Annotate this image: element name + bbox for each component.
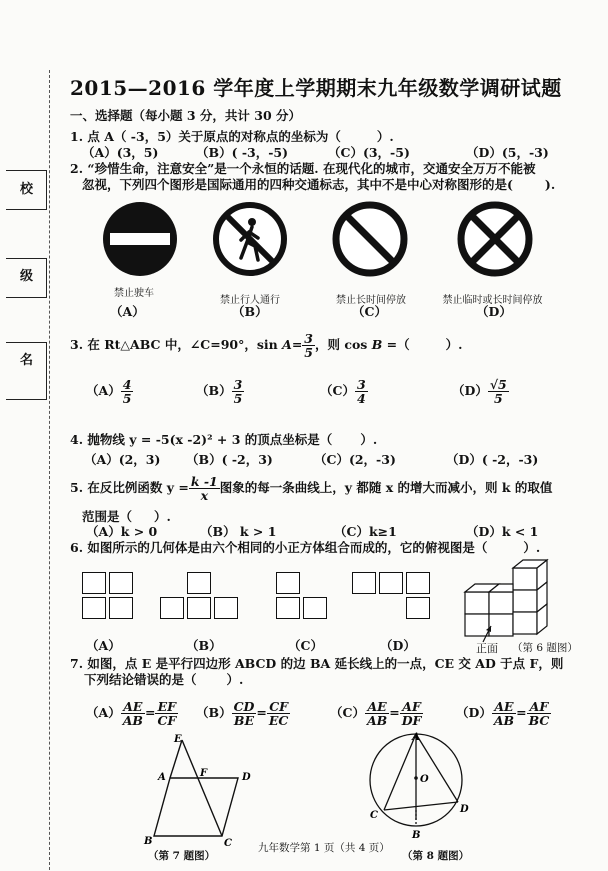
fig7-label-b: B [144,836,153,847]
q5-line2: 范围是（ ）. [82,509,171,524]
q1-option-c: （C）(3，-5) [328,145,410,160]
fig7-label-f: F [200,768,208,779]
q2-line1: 2. “珍惜生命，注意安全”是一个永恒的话题. 在现代化的城市，交通安全万万不能被 [70,161,536,176]
q1-option-a: （A）(3，5) [82,145,159,160]
q6-label-a: （A） [86,638,121,653]
sign-d-caption: 禁止临时或长时间停放 [442,295,543,306]
q5-option-c: （C）k≥1 [334,524,397,539]
page-title: 2015—2016 学年度上学期期末九年级数学调研试题 [70,76,562,100]
q5-option-a: （A）k > 0 [86,524,158,539]
sign-b-label: （B） [232,304,268,319]
q3-option-b: （B） $\frac{3}{5}$ [196,377,243,406]
fig7-label-d: D [242,772,251,783]
q6-label-d: （D） [380,638,416,653]
q1-option-b: （B）( -3，-5) [196,145,289,160]
q6-label-b: （B） [186,638,222,653]
q4-option-c: （C）(2，-3) [314,452,396,467]
school-label: 校 [20,182,34,197]
q7-line2: 下列结论错误的是（ ）. [84,672,244,687]
sign-a-caption: 禁止驶车 [114,288,154,299]
q1-option-d: （D）(5，-3) [466,145,549,160]
q5-stem: 5. 在反比例函数 y = $\frac{k -1}{x}$ 图象的每一条曲线上，y 都随 x 的增大而减小，则 k 的取值 [70,474,553,503]
q6-figure-caption: （第 6 题图） [512,642,578,654]
fig8-label-o: O [420,774,429,785]
q6-solid-figure [455,556,565,646]
q7-line1: 7. 如图，点 E 是平行四边形 ABCD 的边 BA 延长线上的一点，CE 交 AD 于点 F，则 [70,656,564,671]
fig7-label-c: C [224,838,232,848]
fig8-label-a: A [412,732,420,743]
q5-option-b: （B） k > 1 [200,524,277,539]
q7-option-a: （A） $\frac{AE}{AB}$ = $\frac{EF}{CF}$ [86,699,177,728]
no-long-parking-sign-icon [331,200,409,278]
no-pedestrian-sign-icon [211,200,289,278]
section-heading: 一、选择题（每小题 3 分，共计 30 分） [70,108,302,123]
q2-line2: 忽视，下列四个图形是国际通用的四种交通标志，其中不是中心对称图形的是( ). [82,177,556,192]
figure-8-caption: （第 8 题图） [402,850,470,862]
q3-option-a: （A） $\frac{4}{5}$ [86,377,132,406]
figure-7-caption: （第 7 题图） [148,850,216,862]
q6-front-label: 正面 [476,642,498,655]
no-entry-sign-icon [101,200,179,278]
q3-option-d: （D） $\frac{√5}{5}$ [452,377,507,406]
q7-option-d: （D） $\frac{AE}{AB}$ = $\frac{AF}{BC}$ [456,699,550,728]
fig8-label-b: B [412,830,421,841]
q4-option-a: （A）(2，3) [84,452,161,467]
figure-7-parallelogram [140,732,260,848]
q7-option-b: （B） $\frac{CD}{BE}$ = $\frac{CF}{EC}$ [196,699,289,728]
fig7-label-a: A [158,772,166,783]
q4-option-b: （B）( -2，3) [186,452,273,467]
q4-stem: 4. 抛物线 y = -5(x -2)² + 3 的顶点坐标是（ ）. [70,432,378,447]
q3-option-c: （C） $\frac{3}{4}$ [320,377,366,406]
sign-c-label: （C） [352,304,387,319]
q6-stem: 6. 如图所示的几何体是由六个相同的小正方体组合而成的，它的俯视图是（ ）. [70,540,541,555]
name-label: 名 [20,353,34,368]
no-stopping-sign-icon [456,200,534,278]
sign-d-label: （D） [476,304,512,319]
q1-stem: 1. 点 A（ -3，5）关于原点的对称点的坐标为（ ）. [70,129,394,144]
binding-line [49,70,50,870]
page-footer: 九年数学第 1 页（共 4 页） [258,842,390,854]
q4-option-d: （D）( -2，-3) [446,452,539,467]
q7-option-c: （C） $\frac{AE}{AB}$ = $\frac{AF}{DF}$ [330,699,422,728]
fig8-label-c: C [370,810,378,821]
q3-stem: 3. 在 Rt△ABC 中，∠C=90°，sin A= $\frac{3}{5}$ ，则 cos B =（ ）. [70,331,463,360]
sign-a-label: （A） [110,304,145,319]
q6-label-c: （C） [288,638,323,653]
sign-b-caption: 禁止行人通行 [220,295,280,306]
q5-option-d: （D）k < 1 [466,524,539,539]
fig7-label-e: E [174,734,182,745]
sign-c-caption: 禁止长时间停放 [336,295,406,306]
fig8-label-d: D [460,804,469,815]
grade-label: 级 [20,269,34,284]
figure-8-circle [366,730,476,846]
